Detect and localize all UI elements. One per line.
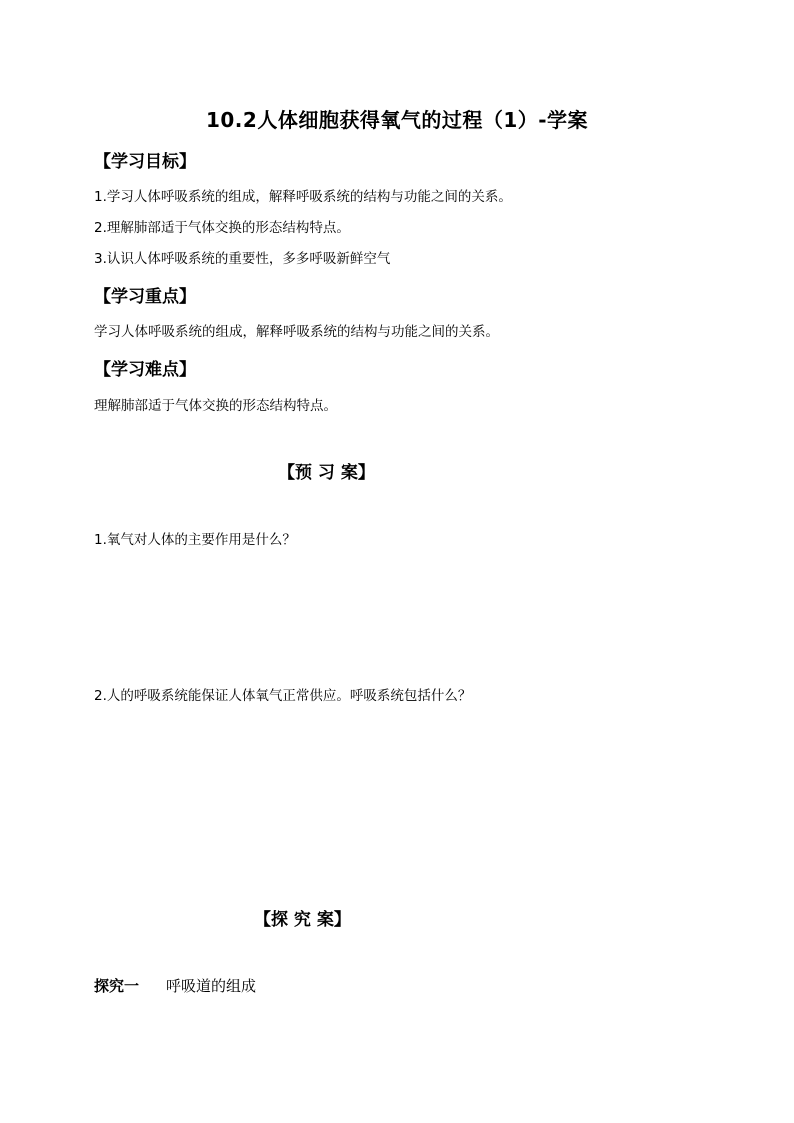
difficulties-text: 理解肺部适于气体交换的形态结构特点。 [94, 398, 337, 414]
preview-heading: 【预 习 案】 [278, 463, 375, 483]
key-points-heading: 【学习重点】 [94, 287, 196, 307]
objectives-heading: 【学习目标】 [94, 152, 196, 172]
difficulties-heading: 【学习难点】 [94, 360, 196, 380]
page-title: 10.2人体细胞获得氧气的过程（1）-学案 [205, 108, 589, 132]
objective-item-1: 1.学习人体呼吸系统的组成，解释呼吸系统的结构与功能之间的关系。 [94, 189, 512, 205]
objective-item-3: 3.认识人体呼吸系统的重要性，多多呼吸新鲜空气 [94, 251, 391, 267]
preview-question-1: 1.氧气对人体的主要作用是什么？ [94, 532, 296, 548]
preview-question-2: 2.人的呼吸系统能保证人体氧气正常供应。呼吸系统包括什么？ [94, 688, 472, 704]
key-points-text: 学习人体呼吸系统的组成，解释呼吸系统的结构与功能之间的关系。 [94, 324, 499, 340]
objective-item-2: 2.理解肺部适于气体交换的形态结构特点。 [94, 220, 350, 236]
explore-item-text: 呼吸道的组成 [166, 977, 257, 995]
explore-item-label: 探究一 [94, 977, 140, 995]
explore-heading: 【探 究 案】 [254, 910, 351, 930]
